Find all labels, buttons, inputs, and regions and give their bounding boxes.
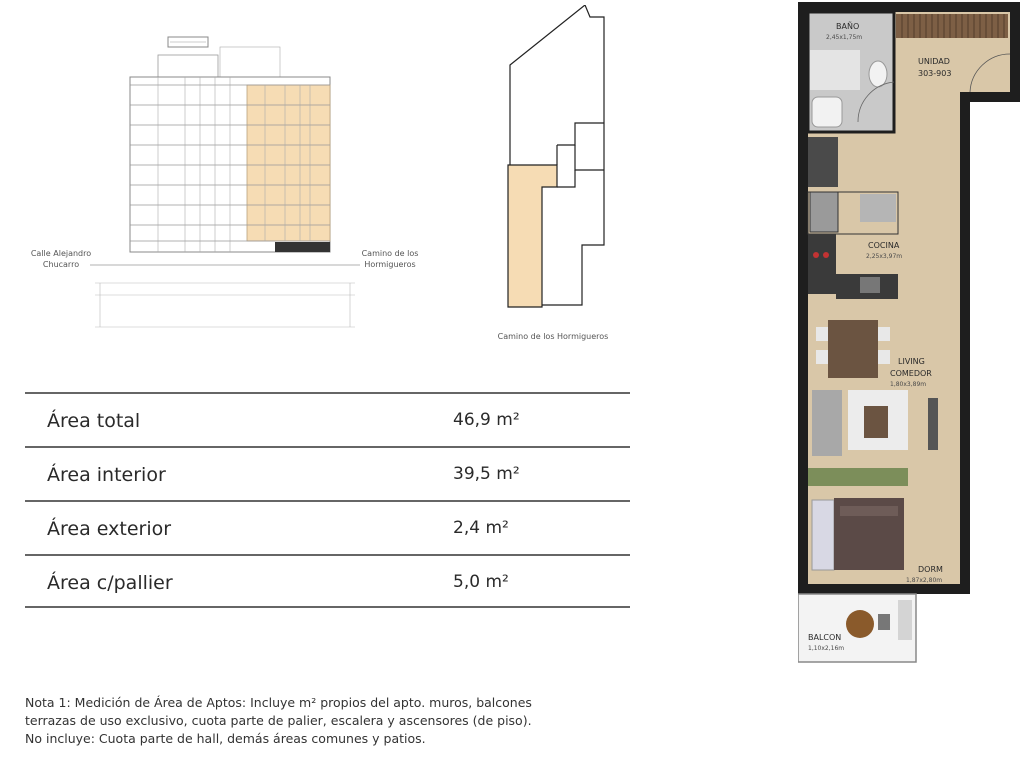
floor-plan bbox=[798, 2, 1020, 664]
area-label: Área c/pallier bbox=[47, 572, 173, 594]
area-value: 46,9 m² bbox=[453, 410, 520, 430]
area-value: 5,0 m² bbox=[453, 572, 509, 592]
elevation-right-label: Camino de los Hormigueros bbox=[361, 249, 419, 269]
area-label: Área interior bbox=[47, 464, 166, 486]
area-table bbox=[25, 392, 630, 608]
site-plan bbox=[500, 5, 610, 315]
area-label: Área exterior bbox=[47, 518, 172, 540]
living-dim: 1,80x3,89m bbox=[890, 381, 927, 388]
bathroom-dim: 2,45x1,75m bbox=[826, 34, 863, 41]
balcony-dim: 1,10x2,16m bbox=[808, 645, 845, 652]
area-value: 39,5 m² bbox=[453, 464, 520, 484]
bedroom-dim: 1,87x2,80m bbox=[906, 577, 943, 584]
note-line: No incluye: Cuota parte de hall, demás áreas comunes y patios. bbox=[25, 731, 426, 746]
area-row bbox=[25, 392, 630, 446]
note-line: terrazas de uso exclusivo, cuota parte de palier, escalera y ascensores (de piso). bbox=[25, 713, 532, 728]
bedroom-label: DORM bbox=[918, 565, 943, 574]
area-row bbox=[25, 446, 630, 500]
kitchen-dim: 2,25x3,97m bbox=[866, 253, 903, 260]
site-plan-label: Camino de los Hormigueros bbox=[497, 332, 609, 341]
measurement-note bbox=[25, 694, 645, 748]
area-value: 2,4 m² bbox=[453, 518, 509, 538]
note-line: Nota 1: Medición de Área de Aptos: Incluye m² propios del apto. muros, balcones bbox=[25, 695, 532, 710]
bathroom-label: BAÑO bbox=[836, 22, 860, 31]
balcony-label: BALCON bbox=[808, 633, 842, 642]
highlighted-units bbox=[247, 85, 330, 241]
unit-label: UNIDAD bbox=[918, 57, 950, 66]
dining-label: COMEDOR bbox=[890, 369, 932, 378]
building-elevation bbox=[90, 25, 370, 340]
living-label: LIVING bbox=[898, 357, 925, 366]
kitchen-label: COCINA bbox=[868, 241, 900, 250]
elevation-left-label: Calle Alejandro Chucarro bbox=[30, 249, 92, 269]
unit-range: 303-903 bbox=[918, 69, 952, 78]
area-row bbox=[25, 500, 630, 554]
area-label: Área total bbox=[47, 410, 141, 432]
area-row bbox=[25, 554, 630, 608]
